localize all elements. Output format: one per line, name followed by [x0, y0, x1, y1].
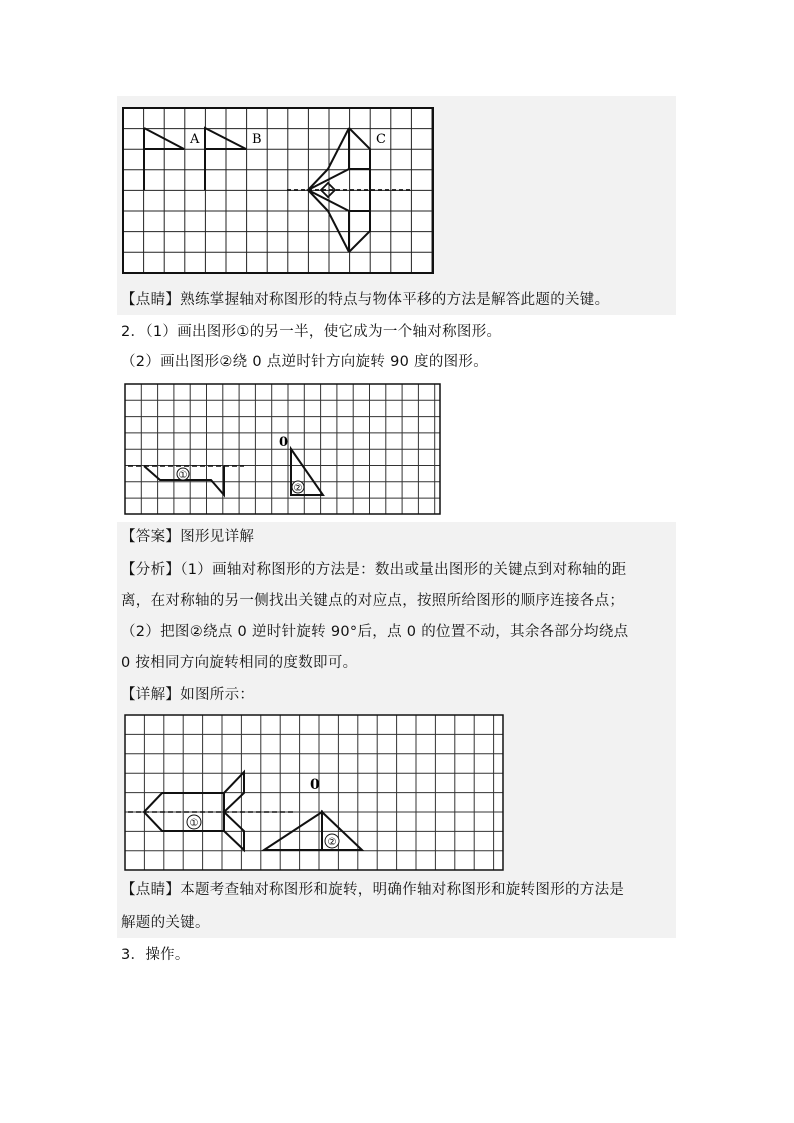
shape-1-label: ①: [178, 470, 188, 481]
label-b: B: [252, 132, 262, 147]
shape-1-label: ①: [189, 818, 199, 829]
question-2-title: 2．（1）画出图形①的另一半，使它成为一个轴对称图形。: [121, 324, 502, 340]
label-c: C: [376, 132, 386, 147]
analysis-line-3: （2）把图②绕点 0 逆时针旋转 90°后，点 0 的位置不动，其余各部分均绕点: [121, 624, 629, 640]
dianjing-2-line-2: 解题的关键。: [121, 915, 210, 931]
grid-figure-3-svg: [124, 714, 504, 871]
fish-right-top: [349, 128, 370, 169]
grid-figure-1-svg: [122, 107, 434, 274]
point-o-label: 0: [279, 435, 289, 450]
shape-2-label: ②: [293, 483, 303, 494]
shape-1-complete: [144, 772, 244, 850]
grid-figure-1: [122, 107, 434, 274]
detail-line: 【详解】如图所示：: [121, 687, 255, 703]
analysis-line-4: 0 按相同方向旋转相同的度数即可。: [121, 655, 358, 671]
grid-figure-3: [124, 714, 504, 871]
analysis-line-1: 【分析】（1）画轴对称图形的方法是：数出或量出图形的关键点到对称轴的距: [121, 562, 627, 578]
grid-figure-2: [124, 383, 441, 515]
answer-line: 【答案】图形见详解: [121, 529, 255, 545]
label-a: A: [190, 132, 200, 147]
dianjing-1: 【点睛】熟练掌握轴对称图形的特点与物体平移的方法是解答此题的关键。: [121, 292, 610, 308]
point-o-label: 0: [310, 777, 320, 793]
analysis-line-2: 离，在对称轴的另一侧找出关键点的对应点，按照所给图形的顺序连接各点；: [121, 593, 625, 609]
dianjing-2-line-1: 【点睛】本题考查轴对称图形和旋转，明确作轴对称图形和旋转图形的方法是: [121, 882, 625, 898]
question-3-title: 3．操作。: [121, 947, 190, 963]
question-2-sub: （2）画出图形②绕 0 点逆时针方向旋转 90 度的图形。: [121, 354, 489, 370]
shape-2-label: ②: [327, 837, 337, 848]
grid-figure-2-svg: [124, 383, 441, 515]
